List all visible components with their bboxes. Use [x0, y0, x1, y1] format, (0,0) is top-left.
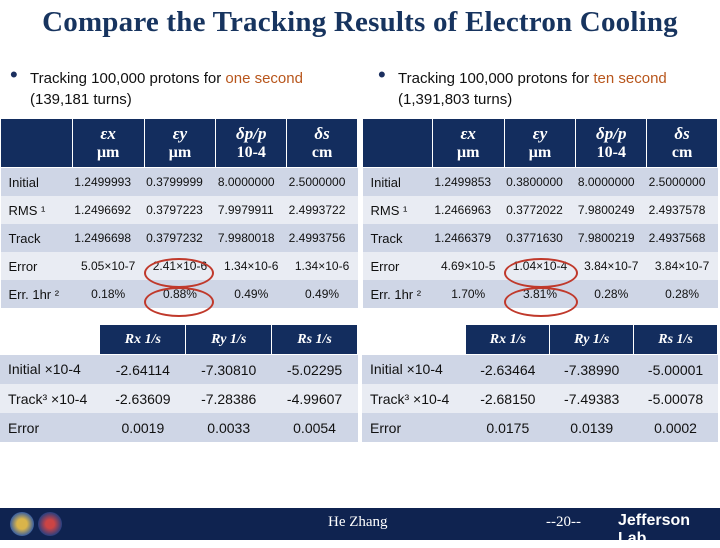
row-label: Initial [363, 168, 433, 197]
table-cell: 5.05×10-7 [72, 252, 144, 280]
row-label: Initial ×10-4 [362, 355, 466, 385]
table-cell: 0.49% [287, 280, 358, 308]
header-ex: εx μm [72, 119, 144, 168]
row-label: Err. 1hr ² [363, 280, 433, 308]
header-dpp: δp/p 10-4 [576, 119, 647, 168]
table-cell: 1.2499993 [72, 168, 144, 197]
row-label: Initial ×10-4 [0, 355, 100, 385]
header-ey: εy μm [504, 119, 576, 168]
table-cell: -2.68150 [466, 384, 550, 413]
table-cell: 0.28% [647, 280, 718, 308]
table-cell: 1.34×10-6 [216, 252, 287, 280]
table-cell: 7.9980018 [216, 224, 287, 252]
header-rx: Rx 1/s [466, 325, 550, 355]
bullet-icon: • [10, 62, 18, 87]
table-cell: 4.69×10-5 [432, 252, 504, 280]
row-label: Error [363, 252, 433, 280]
table-cell: 0.0139 [550, 413, 634, 442]
header-blank [363, 119, 433, 168]
header-ex: εx μm [432, 119, 504, 168]
row-label: Error [362, 413, 466, 442]
table-row [1, 224, 358, 252]
table-cell: 0.3771630 [504, 224, 576, 252]
row-label: Track³ ×10-4 [362, 384, 466, 413]
table-cell: 7.9800249 [576, 196, 647, 224]
table-cell: -7.30810 [186, 355, 272, 385]
left-bullet-highlight: one second [225, 70, 303, 87]
row-label: Track [1, 224, 73, 252]
row-label: Track³ ×10-4 [0, 384, 100, 413]
table-cell: 0.0002 [634, 413, 718, 442]
table-cell: -5.00078 [634, 384, 718, 413]
table-cell: 0.49% [216, 280, 287, 308]
header-ds: δs cm [287, 119, 358, 168]
row-label: Error [0, 413, 100, 442]
header-blank [362, 325, 466, 355]
table-cell: 3.81% [504, 280, 576, 308]
table-cell: 0.3772022 [504, 196, 576, 224]
left-bullet-turns: (139,181 turns) [30, 91, 132, 108]
table-cell: 2.5000000 [287, 168, 358, 197]
table-cell: 0.88% [144, 280, 216, 308]
left-bullet-text: Tracking 100,000 protons for [30, 70, 226, 87]
table-cell: 7.9979911 [216, 196, 287, 224]
row-label: RMS ¹ [1, 196, 73, 224]
table-cell: 1.2499853 [432, 168, 504, 197]
table-cell: 1.34×10-6 [287, 252, 358, 280]
header-ey: εy μm [144, 119, 216, 168]
header-ds: δs cm [647, 119, 718, 168]
table-row [363, 224, 718, 252]
table-cell: 2.5000000 [647, 168, 718, 197]
table-cell: 1.04×10-4 [504, 252, 576, 280]
table-cell: 1.2496698 [72, 224, 144, 252]
table-cell: -2.63464 [466, 355, 550, 385]
table-row [362, 413, 718, 442]
table-cell: 3.84×10-7 [576, 252, 647, 280]
highlight-circle [504, 258, 578, 288]
table-cell: 0.3800000 [504, 168, 576, 197]
header-blank [0, 325, 100, 355]
highlight-circle [144, 287, 214, 317]
table-cell: -7.28386 [186, 384, 272, 413]
table-row [363, 196, 718, 224]
table-cell: 2.4937578 [647, 196, 718, 224]
jefferson-lab-logo: Jefferson Lab [618, 512, 691, 547]
table-cell: 7.9800219 [576, 224, 647, 252]
table-row [1, 168, 358, 197]
left-rate-table [0, 324, 358, 442]
table-cell: -2.64114 [100, 355, 186, 385]
table-cell: 0.3799999 [144, 168, 216, 197]
header-rs: Rs 1/s [634, 325, 718, 355]
row-label: RMS ¹ [363, 196, 433, 224]
bullet-icon: • [378, 62, 386, 87]
left-bullet [10, 62, 360, 110]
table-cell: 8.0000000 [216, 168, 287, 197]
table-cell: -7.49383 [550, 384, 634, 413]
table-row [0, 355, 358, 385]
table-cell: 2.41×10-6 [144, 252, 216, 280]
table-cell: 2.4937568 [647, 224, 718, 252]
header-rx: Rx 1/s [100, 325, 186, 355]
right-bullet [378, 62, 718, 110]
table-cell: 0.0054 [272, 413, 358, 442]
right-rate-table [362, 324, 718, 442]
right-bullet-turns: (1,391,803 turns) [398, 91, 513, 108]
table-cell: 2.4993756 [287, 224, 358, 252]
table-row [0, 413, 358, 442]
table-cell: 0.3797223 [144, 196, 216, 224]
table-cell: 0.0019 [100, 413, 186, 442]
table-cell: 1.2466379 [432, 224, 504, 252]
slide-title: Compare the Tracking Results of Electron Cooling [42, 6, 678, 38]
footer-page-number: --20-- [546, 514, 581, 530]
table-cell: -7.38990 [550, 355, 634, 385]
table-cell: 0.18% [72, 280, 144, 308]
header-blank [1, 119, 73, 168]
table-cell: 0.0033 [186, 413, 272, 442]
header-rs: Rs 1/s [272, 325, 358, 355]
header-ry: Ry 1/s [550, 325, 634, 355]
header-ry: Ry 1/s [186, 325, 272, 355]
table-row [363, 168, 718, 197]
table-cell: -4.99607 [272, 384, 358, 413]
row-label: Err. 1hr ² [1, 280, 73, 308]
table-cell: 3.84×10-7 [647, 252, 718, 280]
table-cell: 0.28% [576, 280, 647, 308]
doe-seal-icon [10, 512, 34, 536]
row-label: Error [1, 252, 73, 280]
table-row [362, 384, 718, 413]
table-cell: -2.63609 [100, 384, 186, 413]
table-cell: 2.4993722 [287, 196, 358, 224]
table-cell: 0.0175 [466, 413, 550, 442]
table-cell: 8.0000000 [576, 168, 647, 197]
table-cell: 1.2466963 [432, 196, 504, 224]
table-row [1, 196, 358, 224]
table-cell: 1.2496692 [72, 196, 144, 224]
right-bullet-text: Tracking 100,000 protons for [398, 70, 594, 87]
table-cell: 0.3797232 [144, 224, 216, 252]
table-row [0, 384, 358, 413]
jsa-logo-icon [38, 512, 62, 536]
table-cell: -5.00001 [634, 355, 718, 385]
row-label: Initial [1, 168, 73, 197]
table-row [362, 355, 718, 385]
highlight-circle [144, 258, 214, 288]
table-cell: -5.02295 [272, 355, 358, 385]
footer-author: He Zhang [328, 514, 388, 530]
header-dpp: δp/p 10-4 [216, 119, 287, 168]
table-cell: 1.70% [432, 280, 504, 308]
row-label: Track [363, 224, 433, 252]
highlight-circle [504, 287, 578, 317]
right-bullet-highlight: ten second [593, 70, 667, 87]
